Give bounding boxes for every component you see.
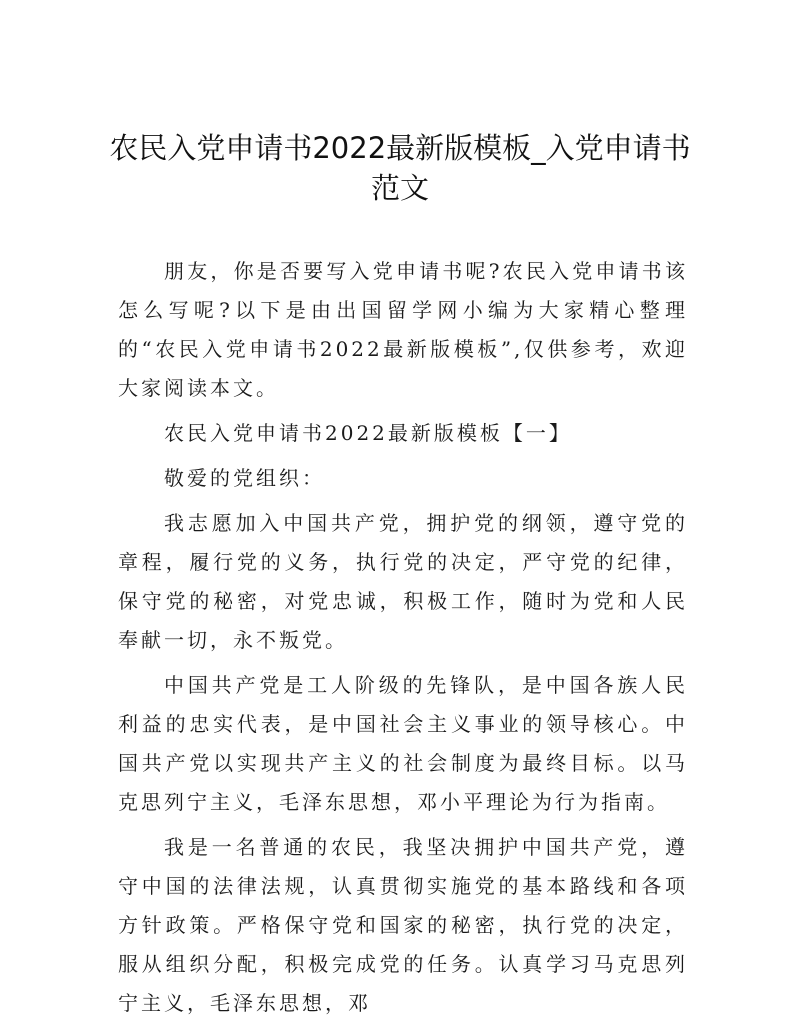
paragraph-salutation: 敬爱的党组织：	[164, 466, 325, 490]
paragraph-self-statement: 我是一名普通的农民，我坚决拥护中国共产党，遵守中国的法律法规，认真贯彻实施党的基本路线和各项方针政策。严格保守党和国家的秘密，执行党的决定，服从组织分配，积极完成党的任务。认真学习马克思列宁主义，毛泽东思想，邓	[118, 835, 688, 1015]
paragraph-pledge: 我志愿加入中国共产党，拥护党的纲领，遵守党的章程，履行党的义务，执行党的决定，严守党的纪律，保守党的秘密，对党忠诚，积极工作，随时为党和人民奉献一切，永不叛党。	[118, 511, 688, 652]
paragraph-template-heading: 农民入党申请书2022最新版模板【一】	[164, 421, 572, 445]
paragraph-intro: 朋友，你是否要写入党申请书呢?农民入党申请书该怎么写呢?以下是由出国留学网小编为大家精心整理的“农民入党申请书2022最新版模板”,仅供参考，欢迎大家阅读本文。	[118, 259, 688, 400]
document-title: 农民入党申请书2022最新版模板_入党申请书范文	[109, 131, 691, 205]
document-body	[118, 252, 688, 1029]
paragraph-party-description: 中国共产党是工人阶级的先锋队，是中国各族人民利益的忠实代表，是中国社会主义事业的领导核心。中国共产党以实现共产主义的社会制度为最终目标。以马克思列宁主义，毛泽东思想，邓小平理论为行为指南。	[118, 673, 688, 814]
